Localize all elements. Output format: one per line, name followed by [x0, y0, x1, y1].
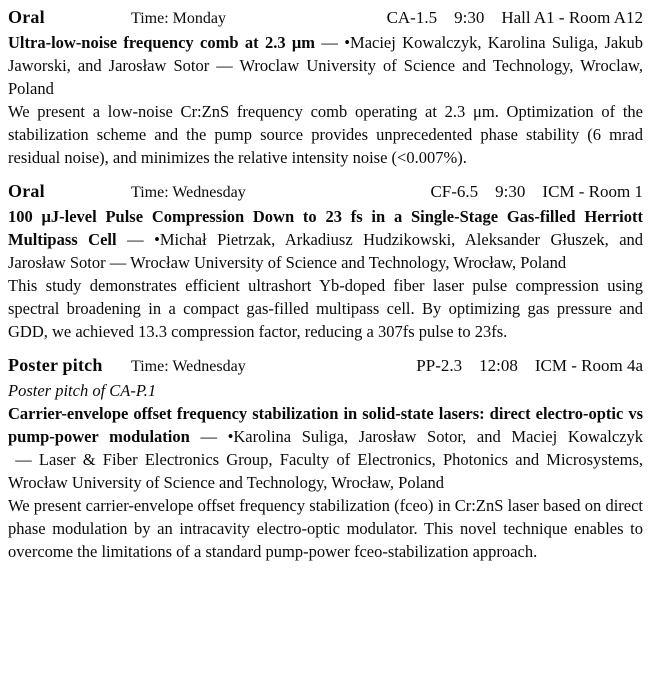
contribution-heading: [8, 31, 643, 100]
session-location: Hall A1 - Room A12: [501, 8, 643, 27]
affiliation: Wrocław University of Science and Technology, Wrocław, Poland: [130, 253, 567, 272]
program-entry: [8, 179, 643, 343]
contribution-title: Ultra-low-noise frequency comb at 2.3 μm: [8, 33, 316, 52]
affiliation: Laser & Fiber Electronics Group, Faculty of Electronics, Photonics and Microsystems, Wrocław University of Science and Technology, Wrocław, Poland: [8, 450, 643, 492]
poster-pitch-note: Poster pitch of CA-P.1: [8, 381, 157, 400]
session-type-label: Oral: [8, 181, 45, 201]
abstract-text: This study demonstrates efficient ultrashort Yb-doped fiber laser pulse compression using spectral broadening in a compact gas-filled multipass cell. By optimizing gas pressure and GDD, we achieved 13.3 compression factor, reducing a 307fs pulse to 23fs.: [8, 276, 643, 341]
author-list: •Maciej Kowalczyk, Karolina Suliga, Jakub Jaworski, and Jarosław Sotor: [8, 33, 644, 75]
abstract-text: We present carrier-envelope offset frequency stabilization (fceo) in Cr:ZnS laser based on direct phase modulation by an intracavity electro-optic modulator. This novel technique enables to overcome the limitations of a standard pump-power fceo-stabilization approach.: [8, 496, 643, 561]
start-time: 9:30: [495, 182, 526, 201]
session-time-label: Time: Wednesday: [131, 184, 246, 201]
entry-header: [8, 353, 643, 379]
session-time-label: Time: Wednesday: [131, 358, 246, 375]
em-dash-separator: —: [189, 427, 228, 446]
session-info: [430, 180, 643, 204]
session-type-label: Poster pitch: [8, 355, 103, 375]
em-dash-separator: —: [116, 230, 155, 249]
start-time: 12:08: [479, 356, 518, 375]
contribution-heading: [8, 205, 643, 274]
contribution-code: PP-2.3: [416, 356, 463, 375]
entry-header: [8, 179, 643, 205]
session-location: ICM - Room 4a: [534, 356, 643, 375]
session-info: [387, 6, 643, 30]
affiliation: Wroclaw University of Science and Technology, Wroclaw, Poland: [8, 56, 643, 98]
session-time-label: Time: Monday: [131, 10, 226, 27]
em-dash-separator: —: [315, 33, 345, 52]
contribution-code: CA-1.5: [386, 8, 438, 27]
entry-header: [8, 5, 643, 31]
session-location: ICM - Room 1: [542, 182, 643, 201]
em-dash-separator: —: [105, 253, 131, 272]
session-info: [416, 354, 643, 378]
contribution-title: 100 μJ-level Pulse Compression Down to 23 fs in a Single-Stage Gas-filled Herriott Multipass Cell: [8, 207, 643, 249]
program-entry: [8, 5, 643, 169]
abstract-text: We present a low-noise Cr:ZnS frequency comb operating at 2.3 μm. Optimization of the stabilization scheme and the pump source provides unprecedented phase stability (6 mrad residual noise), and minimizes the relative intensity noise (<0.007%).: [8, 102, 643, 167]
contribution-heading: [8, 402, 643, 494]
program-entry: [8, 353, 643, 563]
session-type-label: Oral: [8, 7, 45, 27]
contribution-code: CF-6.5: [430, 182, 479, 201]
start-time: 9:30: [454, 8, 485, 27]
contribution-title: Carrier-envelope offset frequency stabilization in solid-state lasers: direct electro-optic vs pump-power modulation: [8, 404, 643, 446]
em-dash-separator: —: [209, 56, 240, 75]
author-list: •Michał Pietrzak, Arkadiusz Hudzikowski, Aleksander Głuszek, and Jarosław Sotor: [8, 230, 644, 272]
author-list: •Karolina Suliga, Jarosław Sotor, and Maciej Kowalczyk: [227, 427, 643, 446]
em-dash-separator: —: [8, 450, 39, 469]
